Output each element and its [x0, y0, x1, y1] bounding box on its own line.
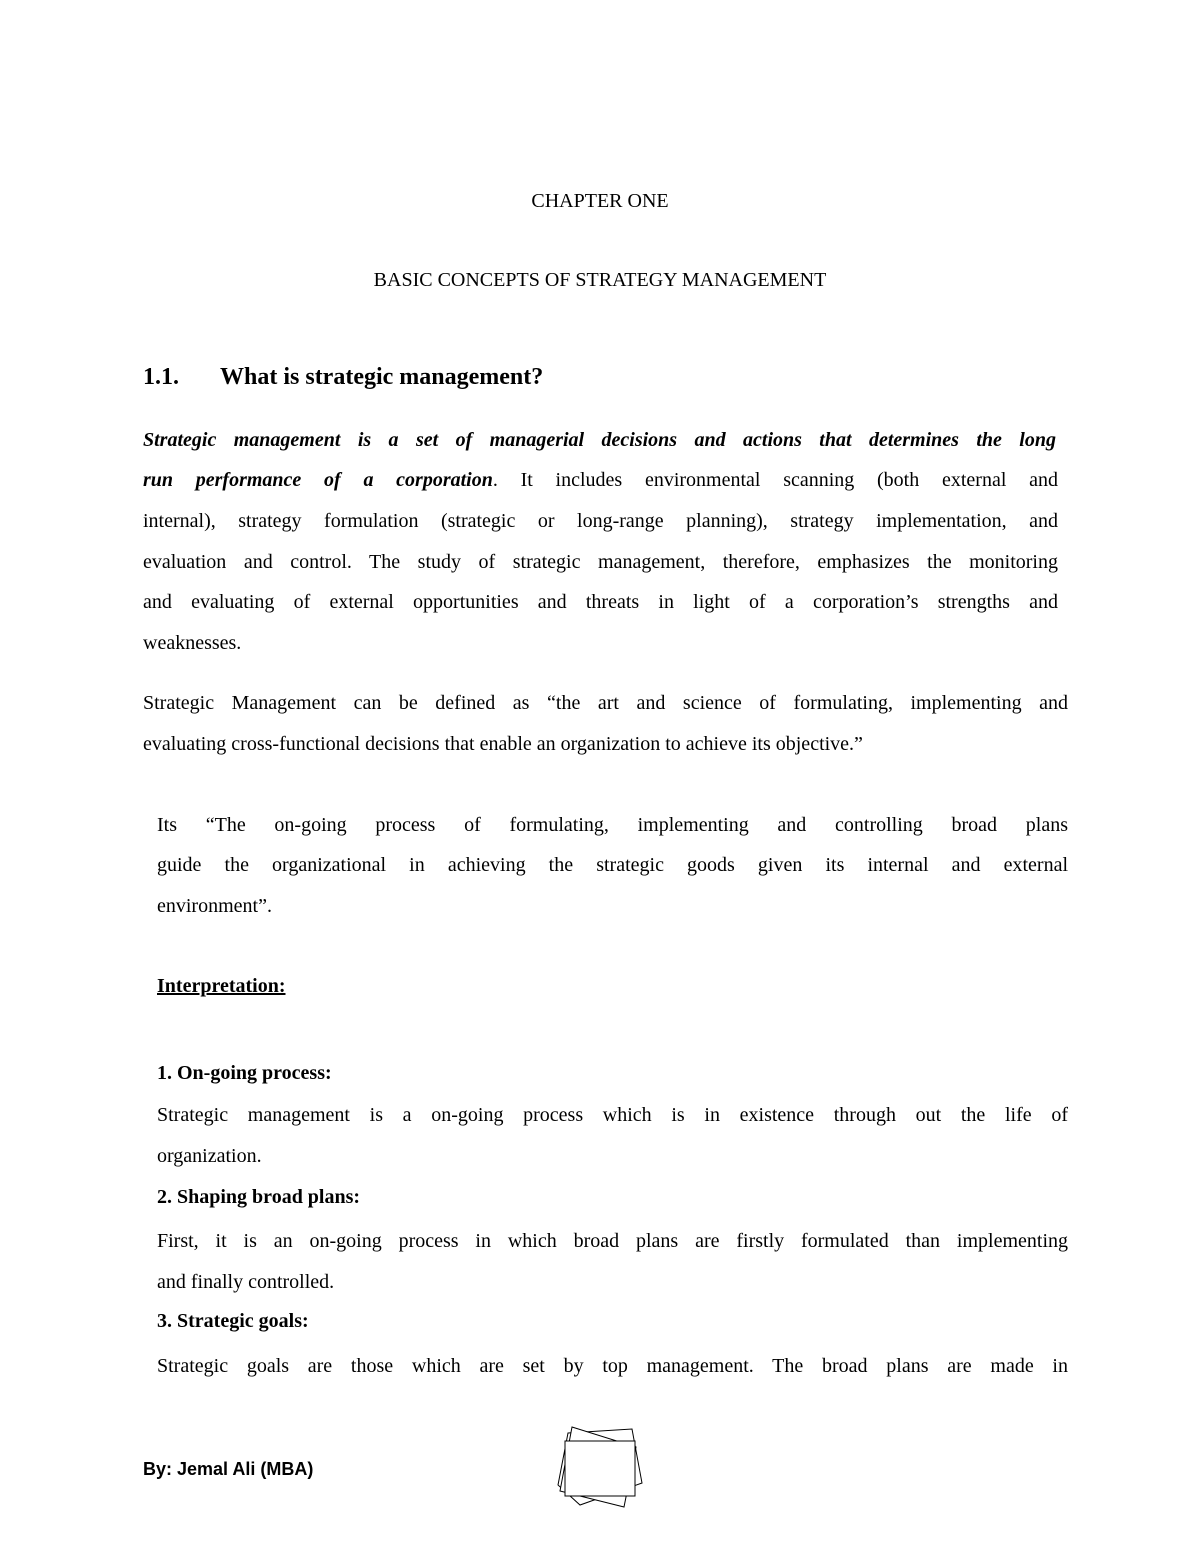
footer-author: By: Jemal Ali (MBA): [143, 1459, 314, 1479]
para2-line1: Strategic Management can be defined as “the art and science of formulating, implementing and: [143, 692, 1068, 714]
para1-line5: and evaluating of external opportunities and threats in light of a corporation’s strengths and: [143, 591, 1058, 613]
para1-line4: evaluation and control. The study of strategic management, therefore, emphasizes the monitoring: [143, 551, 1058, 573]
item-2-heading: 2. Shaping broad plans:: [157, 1186, 361, 1208]
page-number-shape: [550, 1425, 650, 1515]
item-2-line1: First, it is an on-going process in which broad plans are firstly formulated than implementing: [157, 1230, 1068, 1252]
para1-line3: internal), strategy formulation (strategic or long-range planning), strategy implementation, and: [143, 510, 1058, 532]
item-3-heading: 3. Strategic goals:: [157, 1310, 309, 1332]
item-3-line1: Strategic goals are those which are set by top management. The broad plans are made in: [157, 1355, 1068, 1377]
item-2-line2: and finally controlled.: [157, 1271, 335, 1293]
item-1-heading: 1. On-going process:: [157, 1062, 332, 1084]
item-1-line2: organization.: [157, 1145, 262, 1167]
para1-line6: weaknesses.: [143, 632, 242, 654]
para3-line1: Its “The on-going process of formulating, implementing and controlling broad plans: [157, 814, 1068, 836]
section-number: 1.1.: [143, 364, 179, 390]
para3-line3: environment”.: [157, 895, 272, 917]
para3-line2: guide the organizational in achieving the strategic goods given its internal and external: [157, 854, 1068, 876]
chapter-title: BASIC CONCEPTS OF STRATEGY MANAGEMENT: [373, 269, 827, 291]
para2-line2: evaluating cross-functional decisions that enable an organization to achieve its objective.”: [143, 733, 863, 755]
para1-line1: Strategic management is a set of managerial decisions and actions that determines the long: [143, 429, 1056, 451]
interpretation-heading: Interpretation:: [157, 975, 286, 997]
para1-line2-text: . It includes environmental scanning (both external and: [492, 469, 1058, 491]
para1-line2-emphasis: run performance of a corporation: [143, 469, 493, 491]
chapter-label: CHAPTER ONE: [531, 190, 669, 212]
section-title: What is strategic management?: [220, 364, 544, 390]
item-1-line1: Strategic management is a on-going process which is in existence through out the life of: [157, 1104, 1068, 1126]
stacked-pages-icon: [550, 1425, 650, 1515]
para1-line2: [143, 465, 1058, 495]
section-heading: [143, 364, 544, 391]
